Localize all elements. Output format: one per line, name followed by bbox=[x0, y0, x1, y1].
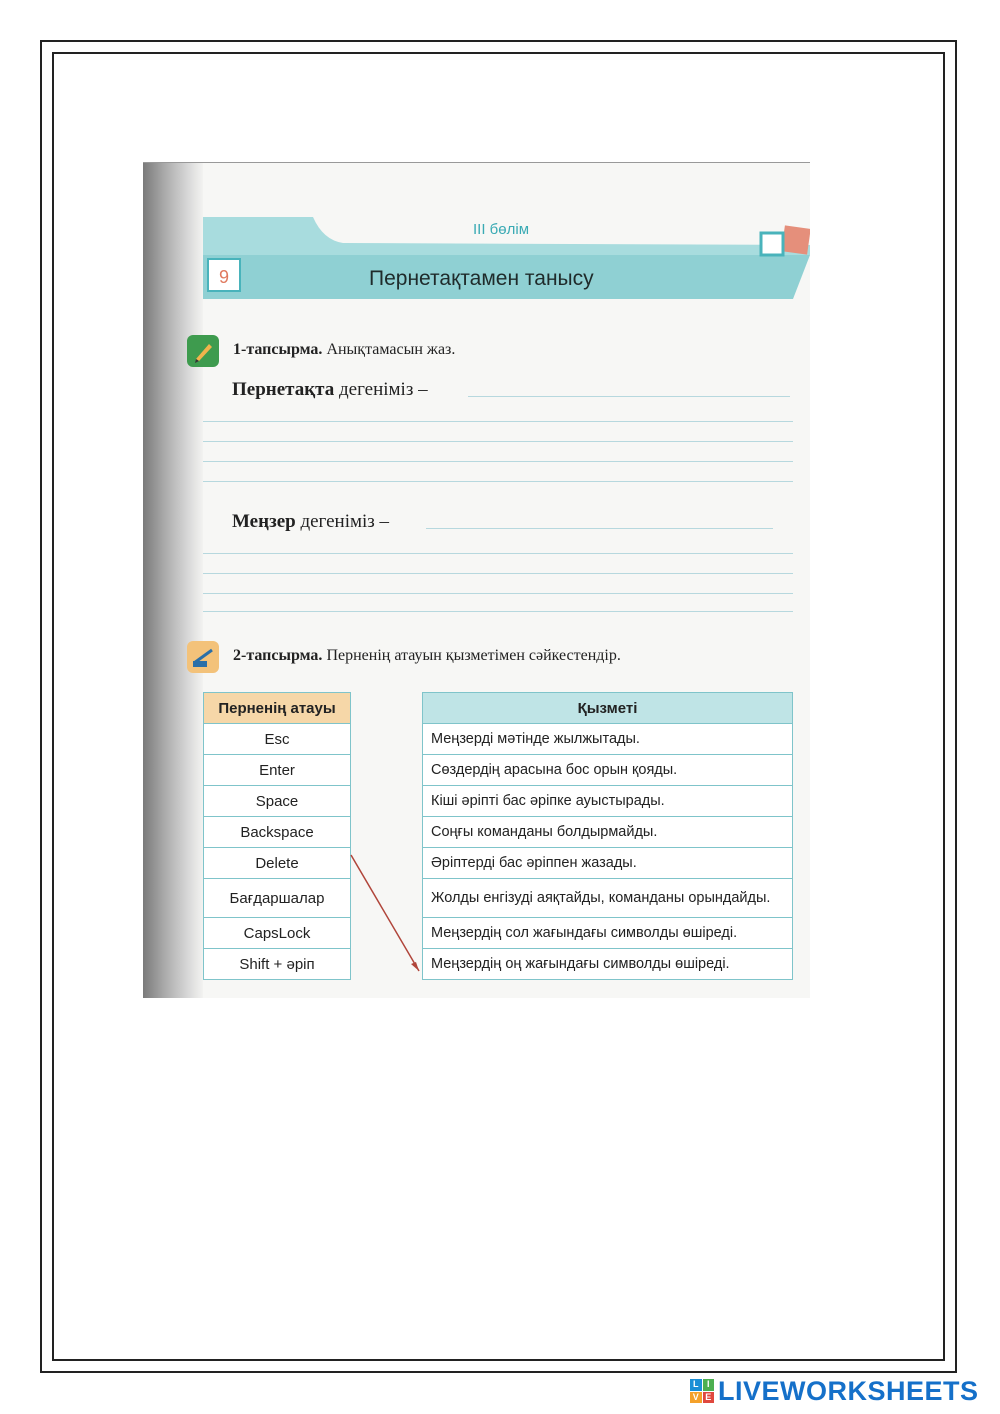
key-cell-shift-letter[interactable]: Shift + әріп bbox=[204, 949, 351, 980]
answer-line[interactable] bbox=[203, 421, 793, 422]
definition-keyboard bbox=[232, 379, 428, 401]
function-cell[interactable]: Меңзердің оң жағындағы символды өшіреді. bbox=[423, 949, 793, 980]
function-cell[interactable]: Сөздердің арасына бос орын қояды. bbox=[423, 755, 793, 786]
key-cell-esc[interactable]: Esc bbox=[204, 724, 351, 755]
answer-line[interactable] bbox=[203, 593, 793, 594]
def2-rest: дегеніміз – bbox=[300, 511, 390, 532]
liveworksheets-logo bbox=[690, 1376, 979, 1406]
lesson-title: Пернетақтамен танысу bbox=[369, 267, 594, 290]
function-cell[interactable]: Кіші әріпті бас әріпке ауыстырады. bbox=[423, 786, 793, 817]
key-cell-delete[interactable]: Delete bbox=[204, 848, 351, 879]
key-cell-arrows[interactable]: Бағдаршалар bbox=[204, 879, 351, 918]
answer-line[interactable] bbox=[203, 481, 793, 482]
answer-line[interactable] bbox=[203, 441, 793, 442]
keyboard-pointer-icon bbox=[187, 641, 219, 673]
logo-text: LIVEWORKSHEETS bbox=[718, 1375, 979, 1406]
definition-cursor bbox=[232, 511, 389, 533]
function-cell[interactable]: Соңғы команданы болдырмайды. bbox=[423, 817, 793, 848]
answer-line[interactable] bbox=[203, 573, 793, 574]
lesson-number: 9 bbox=[207, 258, 241, 292]
section-label: III бөлім bbox=[473, 221, 530, 238]
answer-line[interactable] bbox=[426, 528, 773, 529]
key-cell-capslock[interactable]: CapsLock bbox=[204, 918, 351, 949]
task2-heading bbox=[233, 647, 621, 665]
match-arrow bbox=[349, 853, 429, 983]
textbook-page-photo bbox=[143, 162, 810, 998]
task1-instruction: Анықтамасын жаз. bbox=[326, 341, 456, 358]
key-functions-table bbox=[422, 692, 793, 980]
function-cell[interactable]: Меңзердің сол жағындағы символды өшіреді. bbox=[423, 918, 793, 949]
answer-line[interactable] bbox=[203, 611, 793, 612]
key-cell-space[interactable]: Space bbox=[204, 786, 351, 817]
function-cell[interactable]: Меңзерді мәтінде жылжытады. bbox=[423, 724, 793, 755]
pencil-icon bbox=[187, 335, 219, 367]
answer-line[interactable] bbox=[203, 553, 793, 554]
functions-header: Қызметі bbox=[423, 693, 793, 724]
answer-line[interactable] bbox=[468, 396, 790, 397]
def2-term: Меңзер bbox=[232, 511, 296, 532]
logo-mark-icon: L I V E bbox=[690, 1379, 714, 1403]
key-cell-backspace[interactable]: Backspace bbox=[204, 817, 351, 848]
book-spine-shadow bbox=[143, 163, 203, 998]
def1-rest: дегеніміз – bbox=[339, 379, 428, 400]
task1-label: 1-тапсырма. bbox=[233, 341, 323, 358]
key-names-header: Перненің атауы bbox=[204, 693, 351, 724]
task1-heading bbox=[233, 341, 455, 359]
function-cell[interactable]: Жолды енгізуді аяқтайды, команданы орындайды. bbox=[423, 879, 793, 918]
key-names-table bbox=[203, 692, 351, 980]
task2-label: 2-тапсырма. bbox=[233, 647, 323, 664]
answer-line[interactable] bbox=[203, 461, 793, 462]
function-cell[interactable]: Әріптерді бас әріппен жазады. bbox=[423, 848, 793, 879]
key-cell-enter[interactable]: Enter bbox=[204, 755, 351, 786]
def1-term: Пернетақта bbox=[232, 379, 335, 400]
task2-instruction: Перненің атауын қызметімен сәйкестендір. bbox=[326, 647, 621, 664]
